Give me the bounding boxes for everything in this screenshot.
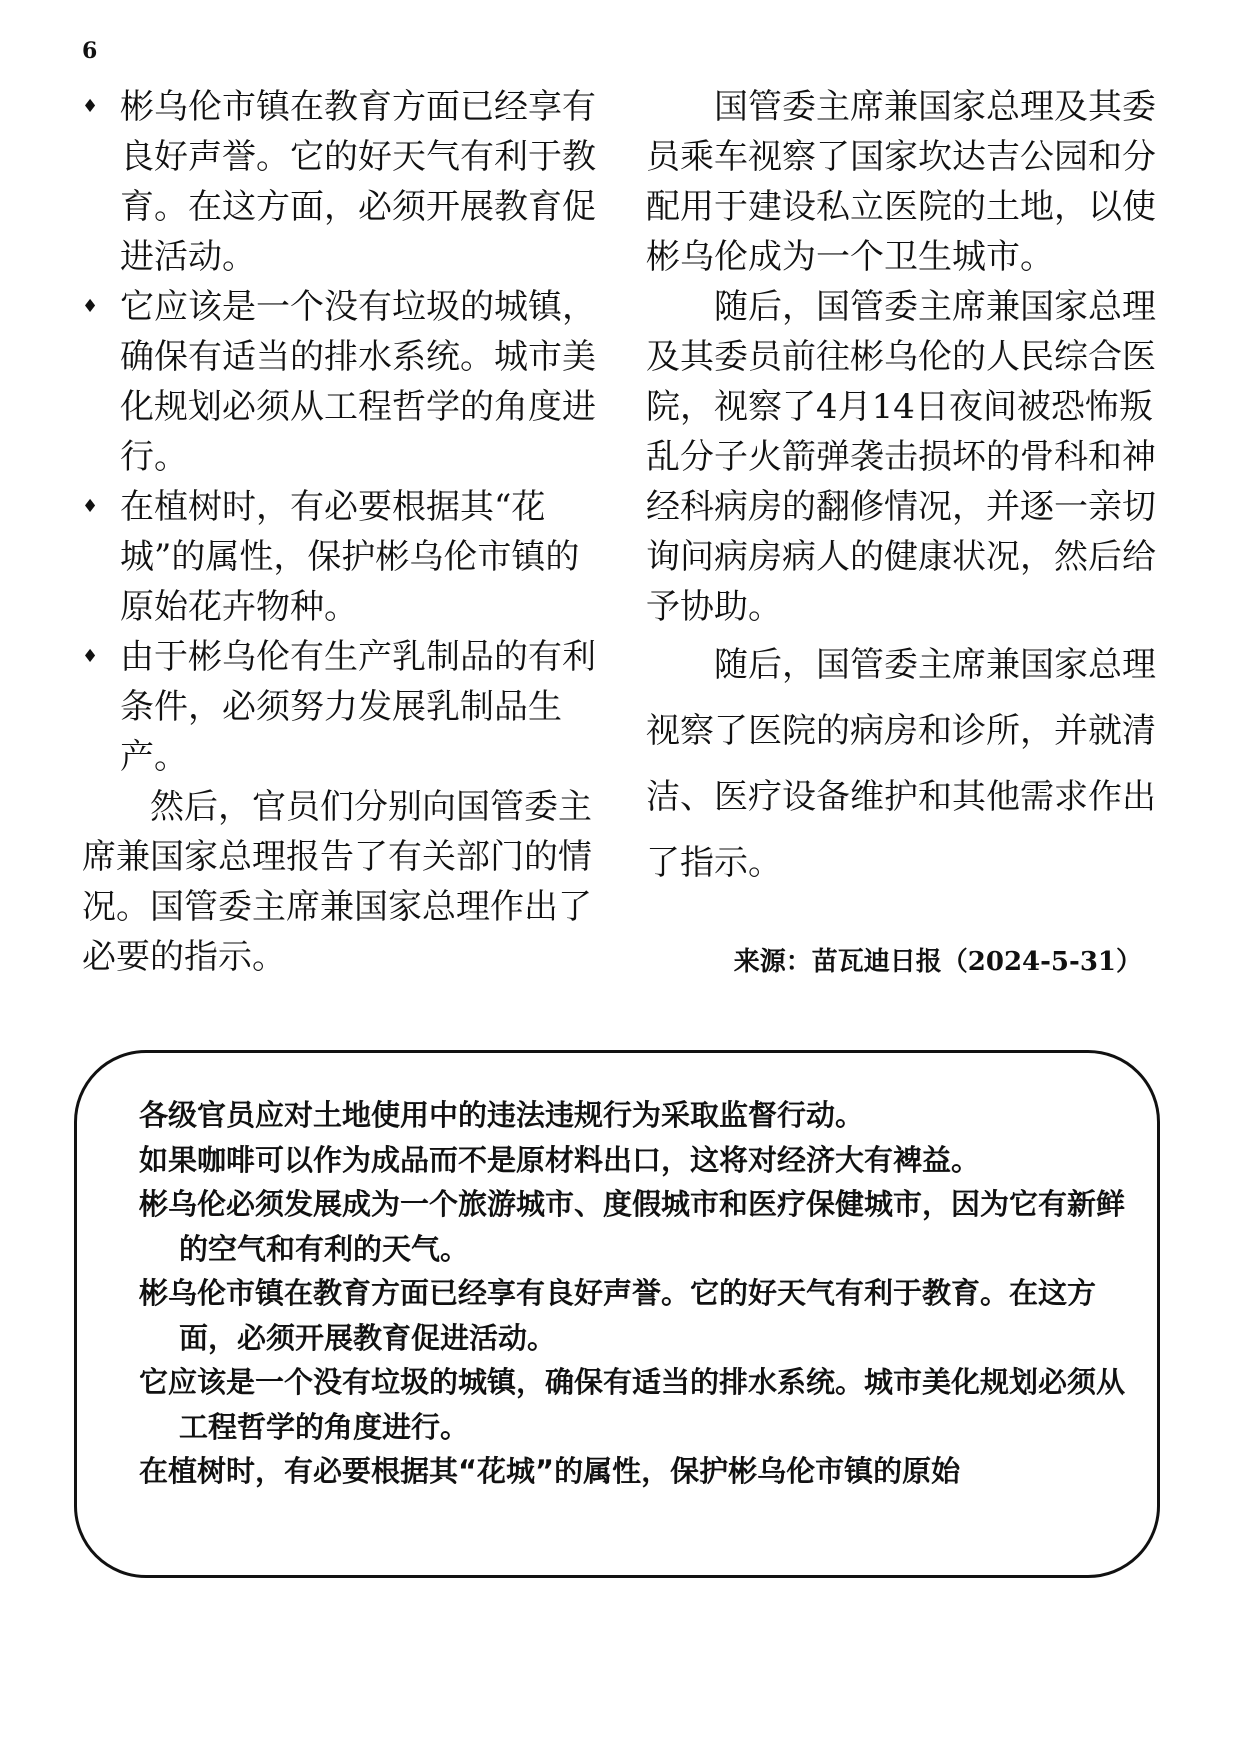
body-paragraph: 然后，官员们分别向国管委主席兼国家总理报告了有关部门的情况。国管委主席兼国家总理作出了必要的指示。 [82,787,592,977]
diamond-bullet-icon: ♦ [82,296,99,317]
bullet-text: 彬乌伦市镇在教育方面已经享有良好声誉。它的好天气有利于教育。在这方面，必须开展教育促进活动。 [120,87,596,277]
body-paragraph: 随后，国管委主席兼国家总理及其委员前往彬乌伦的人民综合医院，视察了4月14日夜间被恐怖叛乱分子火箭弹袭击损坏的骨科和神经科病房的翻修情况，并逐一亲切询问病房病人的健康状况，然后给予协助。 [646,287,1156,627]
summary-item: 如果咖啡可以作为成品而不是原材料出口，这将对经济大有裨益。 [139,1142,981,1177]
bullet-item [82,282,602,482]
diamond-bullet-icon: ♦ [82,96,99,117]
bullet-text: 在植树时，有必要根据其“花城”的属性，保护彬乌伦市镇的原始花卉物种。 [120,487,580,627]
summary-item: 它应该是一个没有垃圾的城镇，确保有适当的排水系统。城市美化规划必须从工程哲学的角度进行。 [139,1365,1126,1444]
summary-item: 各级官员应对土地使用中的违法违规行为采取监督行动。 [139,1098,865,1132]
diamond-bullet-icon: ♦ [82,496,99,517]
diamond-bullet-icon: ♦ [82,646,99,667]
body-paragraph: 国管委主席兼国家总理及其委员乘车视察了国家坎达吉公园和分配用于建设私立医院的土地，以使彬乌伦成为一个卫生城市。 [646,87,1156,277]
bullet-item [82,632,602,782]
bullet-list [82,82,602,782]
body-paragraph: 随后，国管委主席兼国家总理视察了医院的病房和诊所，并就清洁、医疗设备维护和其他需求作出了指示。 [646,645,1156,883]
summary-item: 彬乌伦市镇在教育方面已经享有良好声誉。它的好天气有利于教育。在这方面，必须开展教育促进活动。 [139,1276,1097,1355]
summary-box [74,1050,1160,1578]
bullet-text: 它应该是一个没有垃圾的城镇，确保有适当的排水系统。城市美化规划必须从工程哲学的角度进行。 [120,287,596,477]
summary-item: 彬乌伦必须发展成为一个旅游城市、度假城市和医疗保健城市，因为它有新鲜的空气和有利的天气。 [139,1187,1126,1266]
bullet-item [82,482,602,632]
summary-item: 在植树时，有必要根据其“花城”的属性，保护彬乌伦市镇的原始 [139,1454,961,1488]
right-column [646,82,1168,896]
left-column [82,82,602,982]
source-citation: 来源：苗瓦迪日报（2024-5-31） [733,947,1142,977]
page-number: 6 [82,38,98,64]
summary-list [139,1093,1129,1494]
bullet-text: 由于彬乌伦有生产乳制品的有利条件，必须努力发展乳制品生产。 [120,637,596,777]
bullet-item [82,82,602,282]
